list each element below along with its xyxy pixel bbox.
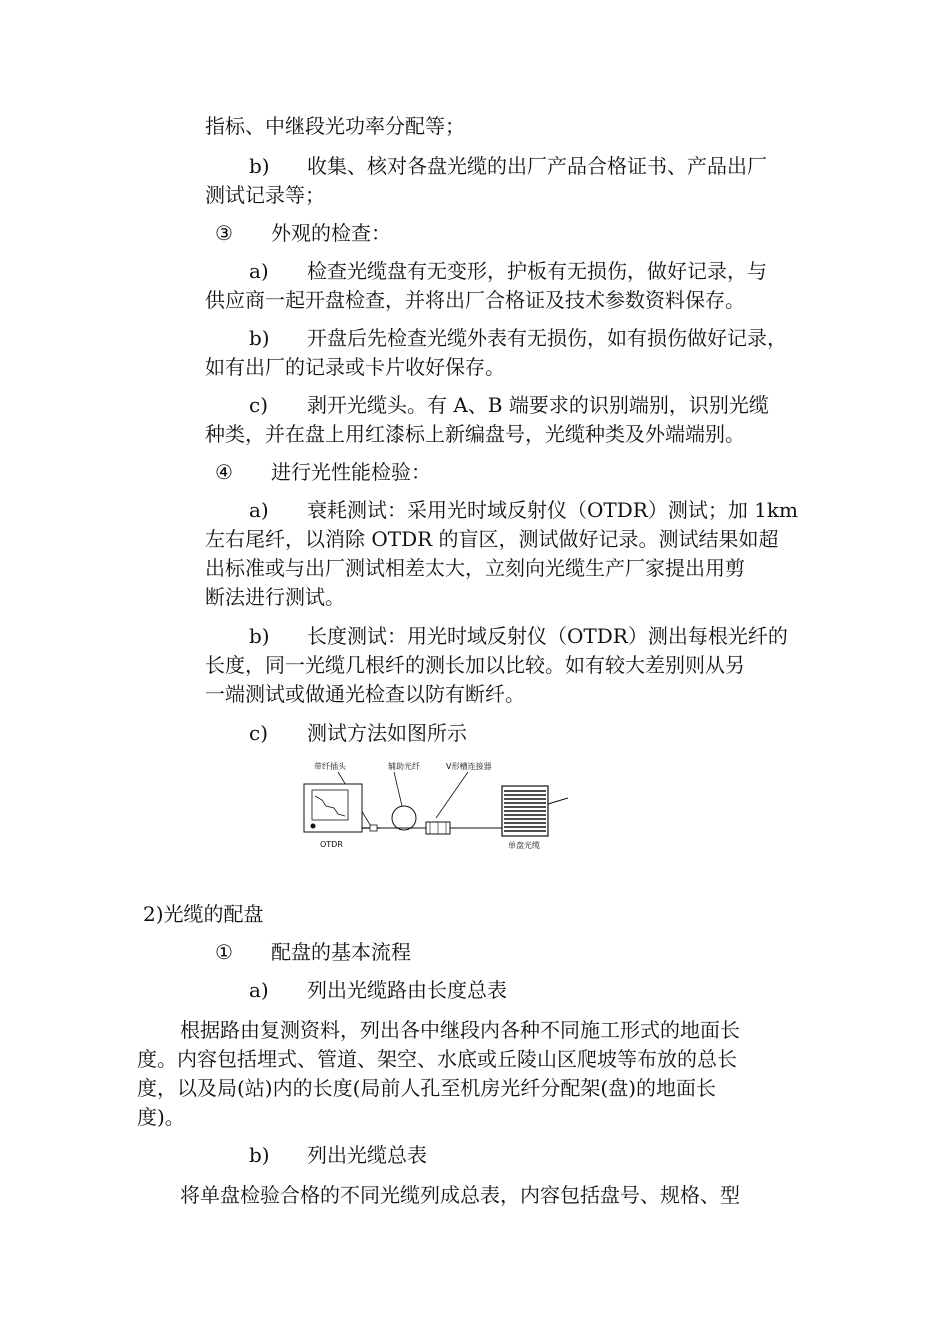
list-marker: a) bbox=[249, 978, 269, 1002]
text-line-18 bbox=[205, 681, 525, 707]
label-v-connector: V形槽连接器 bbox=[446, 762, 492, 771]
list-marker: c) bbox=[249, 721, 269, 745]
cable-far-end bbox=[548, 798, 568, 804]
line-text: 剥开光缆头。有 A、B 端要求的识别端别，识别光缆 bbox=[307, 393, 769, 417]
line-text: 长度测试：用光时域反射仪（OTDR）测出每根光纤的 bbox=[307, 624, 788, 648]
list-marker: a) bbox=[249, 498, 269, 522]
line-text: 衰耗测试：采用光时域反射仪（OTDR）测试；加 1km bbox=[307, 498, 798, 522]
pigtail-plug bbox=[370, 825, 377, 831]
line-text: 指标、中继段光功率分配等； bbox=[205, 114, 465, 138]
line-text: 开盘后先检查光缆外表有无损伤，如有损伤做好记录， bbox=[307, 326, 787, 350]
otdr-knob bbox=[311, 824, 316, 829]
line-text: 度)。 bbox=[137, 1105, 185, 1129]
circled-number: ④ bbox=[215, 460, 233, 484]
v-connector-leader bbox=[436, 772, 468, 818]
section-heading: 2)光缆的配盘 bbox=[143, 902, 264, 926]
item-a-route-length-table bbox=[249, 977, 507, 1003]
section-optical-test bbox=[215, 459, 431, 485]
line-text: 出标准或与出厂测试相差太大，立刻向光缆生产厂家提出用剪 bbox=[205, 556, 745, 580]
list-marker: b) bbox=[249, 326, 270, 350]
line-text: 度，以及局(站)内的长度(局前人孔至机房光纤分配架(盘)的地面长 bbox=[137, 1076, 717, 1100]
line-text: 测试方法如图所示 bbox=[307, 721, 467, 745]
item-b-cable-table bbox=[249, 1142, 427, 1168]
text-line-14 bbox=[205, 555, 745, 581]
text-line-3 bbox=[205, 182, 325, 208]
text-line-17 bbox=[205, 652, 745, 678]
item-c-strip-cable bbox=[249, 392, 769, 418]
section-cable-matching bbox=[143, 901, 264, 927]
text-line-13 bbox=[205, 526, 779, 552]
section-heading: 进行光性能检验： bbox=[271, 460, 431, 484]
line-text: 度。内容包括埋式、管道、架空、水底或丘陵山区爬坡等布放的总长 bbox=[137, 1047, 737, 1071]
line-text: 一端测试或做通光检查以防有断纤。 bbox=[205, 682, 525, 706]
list-marker: b) bbox=[249, 624, 270, 648]
line-text: 测试记录等； bbox=[205, 183, 325, 207]
item-b-surface-check bbox=[249, 325, 787, 351]
line-text: 左右尾纤，以消除 OTDR 的盲区，测试做好记录。测试结果如超 bbox=[205, 527, 779, 551]
list-marker: c) bbox=[249, 393, 269, 417]
otdr-diagram-svg bbox=[296, 756, 576, 860]
circled-number: ③ bbox=[215, 221, 233, 245]
line-text: 根据路由复测资料，列出各中继段内各种不同施工形式的地面长 bbox=[180, 1018, 740, 1042]
section-heading: 配盘的基本流程 bbox=[271, 940, 411, 964]
line-text: 检查光缆盘有无变形，护板有无损伤，做好记录，与 bbox=[307, 259, 767, 283]
line-text: 收集、核对各盘光缆的出厂产品合格证书、产品出厂 bbox=[307, 154, 767, 178]
text-line-26 bbox=[137, 1104, 185, 1130]
item-c-test-method bbox=[249, 720, 467, 746]
line-text: 种类，并在盘上用红漆标上新编盘号，光缆种类及外端端别。 bbox=[205, 422, 745, 446]
line-text: 列出光缆总表 bbox=[307, 1143, 427, 1167]
list-marker: b) bbox=[249, 154, 270, 178]
list-marker: a) bbox=[249, 259, 269, 283]
section-basic-flow bbox=[215, 939, 411, 965]
label-otdr: OTDR bbox=[320, 840, 343, 849]
line-text: 断法进行测试。 bbox=[205, 585, 345, 609]
text-line-25 bbox=[137, 1075, 716, 1101]
text-line-8 bbox=[205, 354, 505, 380]
text-line-24 bbox=[137, 1046, 737, 1072]
item-b-collect bbox=[249, 153, 767, 179]
label-single-reel: 单盘光缆 bbox=[508, 841, 540, 850]
aux-fiber-coil bbox=[392, 806, 416, 830]
section-heading: 外观的检查： bbox=[271, 221, 391, 245]
text-line-1 bbox=[205, 113, 465, 139]
aux-fiber-leader bbox=[394, 772, 402, 806]
item-a-attenuation-test bbox=[249, 497, 798, 523]
line-text: 长度，同一光缆几根纤的测长加以比较。如有较大差别则从另 bbox=[205, 653, 745, 677]
text-line-23 bbox=[180, 1017, 740, 1043]
item-a-reel-check bbox=[249, 258, 767, 284]
text-line-6 bbox=[205, 287, 745, 313]
text-line-28 bbox=[180, 1182, 740, 1208]
label-aux-fiber: 辅助光纤 bbox=[388, 762, 420, 771]
list-marker: b) bbox=[249, 1143, 270, 1167]
line-text: 列出光缆路由长度总表 bbox=[307, 978, 507, 1002]
circled-number: ① bbox=[215, 940, 233, 964]
line-text: 将单盘检验合格的不同光缆列成总表，内容包括盘号、规格、型 bbox=[180, 1183, 740, 1207]
section-appearance-check bbox=[215, 220, 391, 246]
item-b-length-test bbox=[249, 623, 788, 649]
label-connector: 带纤插头 bbox=[314, 762, 346, 771]
line-text: 供应商一起开盘检查，并将出厂合格证及技术参数资料保存。 bbox=[205, 288, 745, 312]
text-line-10 bbox=[205, 421, 745, 447]
otdr-test-diagram bbox=[296, 756, 576, 860]
line-text: 如有出厂的记录或卡片收好保存。 bbox=[205, 355, 505, 379]
text-line-15 bbox=[205, 584, 345, 610]
